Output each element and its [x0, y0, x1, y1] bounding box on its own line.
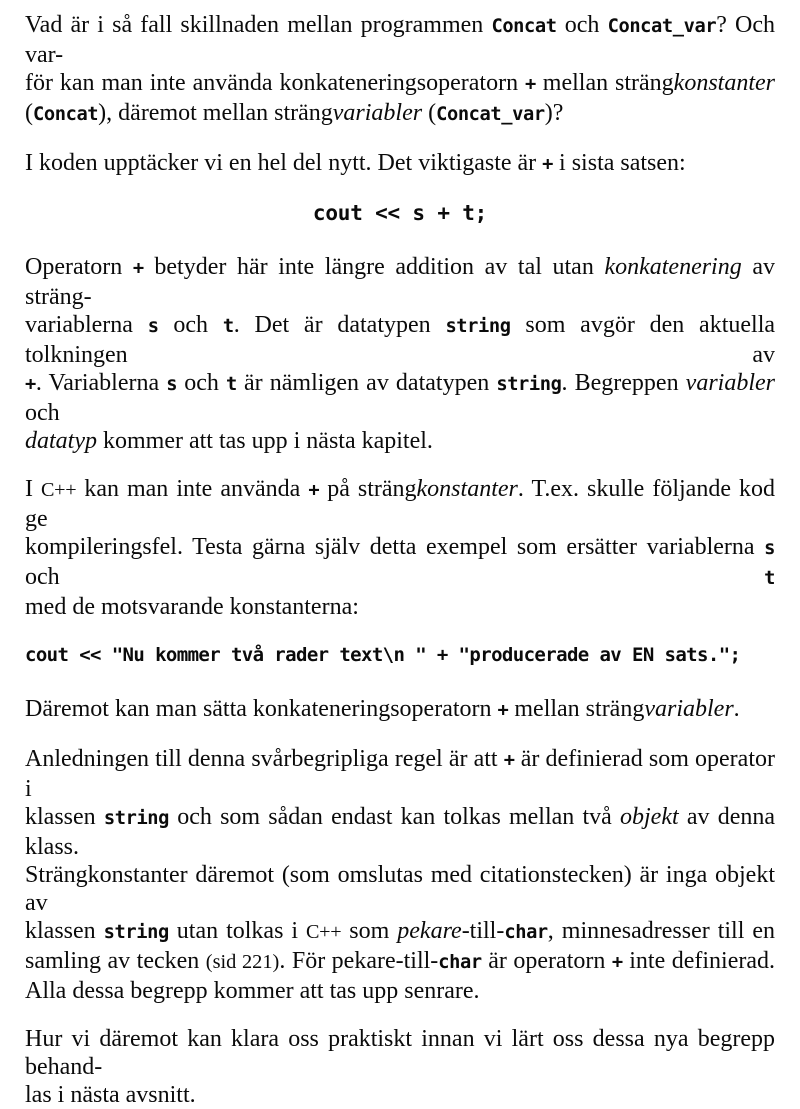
text-line: [25, 917, 775, 947]
text-run: . Begreppen: [561, 370, 686, 396]
text-run: i sista satsen:: [553, 150, 686, 176]
text-line: [25, 695, 775, 725]
paragraph: [25, 11, 775, 129]
text-run: pekare: [397, 918, 462, 944]
text-run: )?: [544, 100, 564, 126]
inline-code: +: [132, 258, 144, 279]
text-line: [25, 745, 775, 803]
text-run: . Variablerna: [35, 370, 167, 396]
text-line: [25, 1081, 775, 1109]
text-line: [25, 427, 775, 455]
code-line: cout << s + t;: [312, 201, 488, 225]
text-run: objekt: [620, 804, 679, 830]
text-run: . Det är datatypen: [233, 312, 446, 338]
text-run: variablerna: [25, 312, 148, 338]
text-run: I koden upptäcker vi en hel del nytt. Det viktigaste är: [25, 150, 543, 176]
text-run: av denna klass.: [25, 804, 776, 860]
text-run: är definierad som operator i: [25, 746, 775, 802]
text-run: på sträng: [319, 476, 417, 502]
text-run: kommer att tas upp i nästa kapitel.: [97, 428, 433, 454]
inline-code: t: [226, 374, 237, 395]
text-run: Anledningen till denna svårbegripliga regel är att: [25, 746, 504, 772]
inline-code: char: [438, 952, 482, 973]
text-run: Vad är i så fall skillnaden mellan programmen: [25, 12, 492, 38]
text-run: Alla dessa begrepp kommer att tas upp senrare.: [25, 978, 480, 1004]
text-run: C++: [306, 921, 342, 943]
text-run: . För pekare-till-: [279, 948, 439, 974]
text-run: ? Och var-: [25, 12, 775, 68]
inline-code: string: [445, 316, 511, 337]
text-run: kan man inte använda: [76, 476, 309, 502]
text-run: I: [25, 476, 42, 502]
text-line: [25, 593, 775, 621]
text-line: [25, 977, 775, 1005]
text-run: (: [422, 100, 437, 126]
text-run: klassen: [25, 918, 104, 944]
inline-code: char: [504, 922, 548, 943]
text-run: är operatorn: [481, 948, 612, 974]
text-run: kompileringsfel. Testa gärna själv detta exempel som ersätter variablerna: [25, 534, 765, 560]
text-line: [25, 803, 775, 861]
text-line: [25, 149, 775, 179]
paragraph: [25, 253, 775, 455]
text-line: [25, 253, 775, 311]
text-run: Hur vi däremot kan klara oss praktiskt innan vi lärt oss dessa nya begrepp behand-: [25, 1026, 775, 1080]
text-run: och: [556, 12, 608, 38]
paragraph: [25, 695, 775, 725]
inline-code: string: [496, 374, 562, 395]
text-line: [25, 369, 775, 427]
inline-code: +: [308, 480, 320, 501]
text-run: konstanter: [673, 70, 775, 96]
text-run: konstanter: [416, 476, 518, 502]
text-run: Däremot kan man sätta konkateneringsoperatorn: [25, 696, 498, 722]
text-run: (: [25, 100, 33, 126]
paragraph: [25, 475, 775, 621]
inline-code: +: [25, 374, 36, 395]
text-run: och: [25, 400, 60, 426]
text-run: C++: [41, 479, 77, 501]
text-run: Strängkonstanter däremot (som omslutas med citationstecken) är inga objekt av: [25, 862, 775, 916]
inline-code: s: [147, 316, 159, 337]
paragraph: [25, 1025, 775, 1109]
text-run: inte definierad.: [622, 948, 775, 974]
text-run: mellan sträng: [508, 696, 645, 722]
inline-code: +: [542, 154, 554, 175]
text-line: [25, 475, 775, 533]
text-run: . T.ex. skulle följande kod ge: [25, 476, 775, 532]
text-line: [25, 69, 775, 99]
inline-code: s: [166, 374, 178, 395]
text-run: och: [25, 564, 765, 590]
text-run: -till-: [461, 918, 505, 944]
text-run: och som sådan endast kan tolkas mellan två: [169, 804, 621, 830]
text-line: [25, 947, 775, 977]
document-body: [25, 11, 775, 1109]
text-run: variabler: [685, 370, 775, 396]
text-run: las i nästa avsnitt.: [25, 1082, 196, 1108]
inline-code: string: [103, 808, 170, 829]
paragraph: [25, 745, 775, 1005]
text-run: samling av tecken: [25, 948, 206, 974]
text-run: med de motsvarande konstanterna:: [25, 594, 359, 620]
text-line: [25, 1025, 775, 1081]
inline-code: +: [503, 750, 515, 771]
text-run: (sid 221): [205, 951, 280, 973]
inline-code: +: [525, 74, 536, 95]
text-run: Operatorn: [25, 254, 133, 280]
text-line: [25, 533, 775, 593]
text-run: är nämligen av datatypen: [236, 370, 497, 396]
inline-code: +: [611, 952, 623, 973]
text-run: och: [158, 312, 223, 338]
text-run: konkatenering: [604, 254, 742, 280]
inline-code: s: [764, 538, 775, 559]
code-line: cout << "Nu kommer två rader text\n " + "producerade av EN sats.";: [25, 644, 741, 666]
text-run: betyder här inte längre addition av tal utan: [143, 254, 605, 280]
text-line: [25, 311, 775, 369]
inline-code: string: [103, 922, 169, 943]
text-run: som avgör den aktuella tolkningen av: [25, 312, 776, 368]
text-run: variabler: [332, 100, 423, 126]
text-run: datatyp: [25, 428, 97, 454]
text-run: ), däremot mellan sträng: [98, 100, 333, 126]
text-run: klassen: [25, 804, 104, 830]
text-run: utan tolkas i: [168, 918, 307, 944]
text-run: av sträng-: [25, 254, 775, 310]
inline-code: Concat: [491, 16, 557, 37]
inline-code: Concat: [33, 104, 99, 125]
text-run: och: [177, 370, 227, 396]
text-run: .: [733, 696, 740, 722]
text-run: för kan man inte använda konkateneringsoperatorn: [25, 70, 525, 96]
inline-code: t: [222, 316, 234, 337]
text-run: variabler: [644, 696, 734, 722]
inline-code: t: [764, 568, 775, 589]
text-run: som: [341, 918, 398, 944]
text-line: [25, 11, 775, 69]
inline-code: Concat_var: [607, 16, 717, 37]
inline-code: +: [497, 700, 509, 721]
text-run: mellan sträng: [535, 70, 674, 96]
paragraph: [25, 149, 775, 179]
inline-code: Concat_var: [436, 104, 545, 125]
text-line: [25, 99, 775, 129]
text-line: [25, 861, 775, 917]
text-run: , minnesadresser till en: [547, 918, 775, 944]
